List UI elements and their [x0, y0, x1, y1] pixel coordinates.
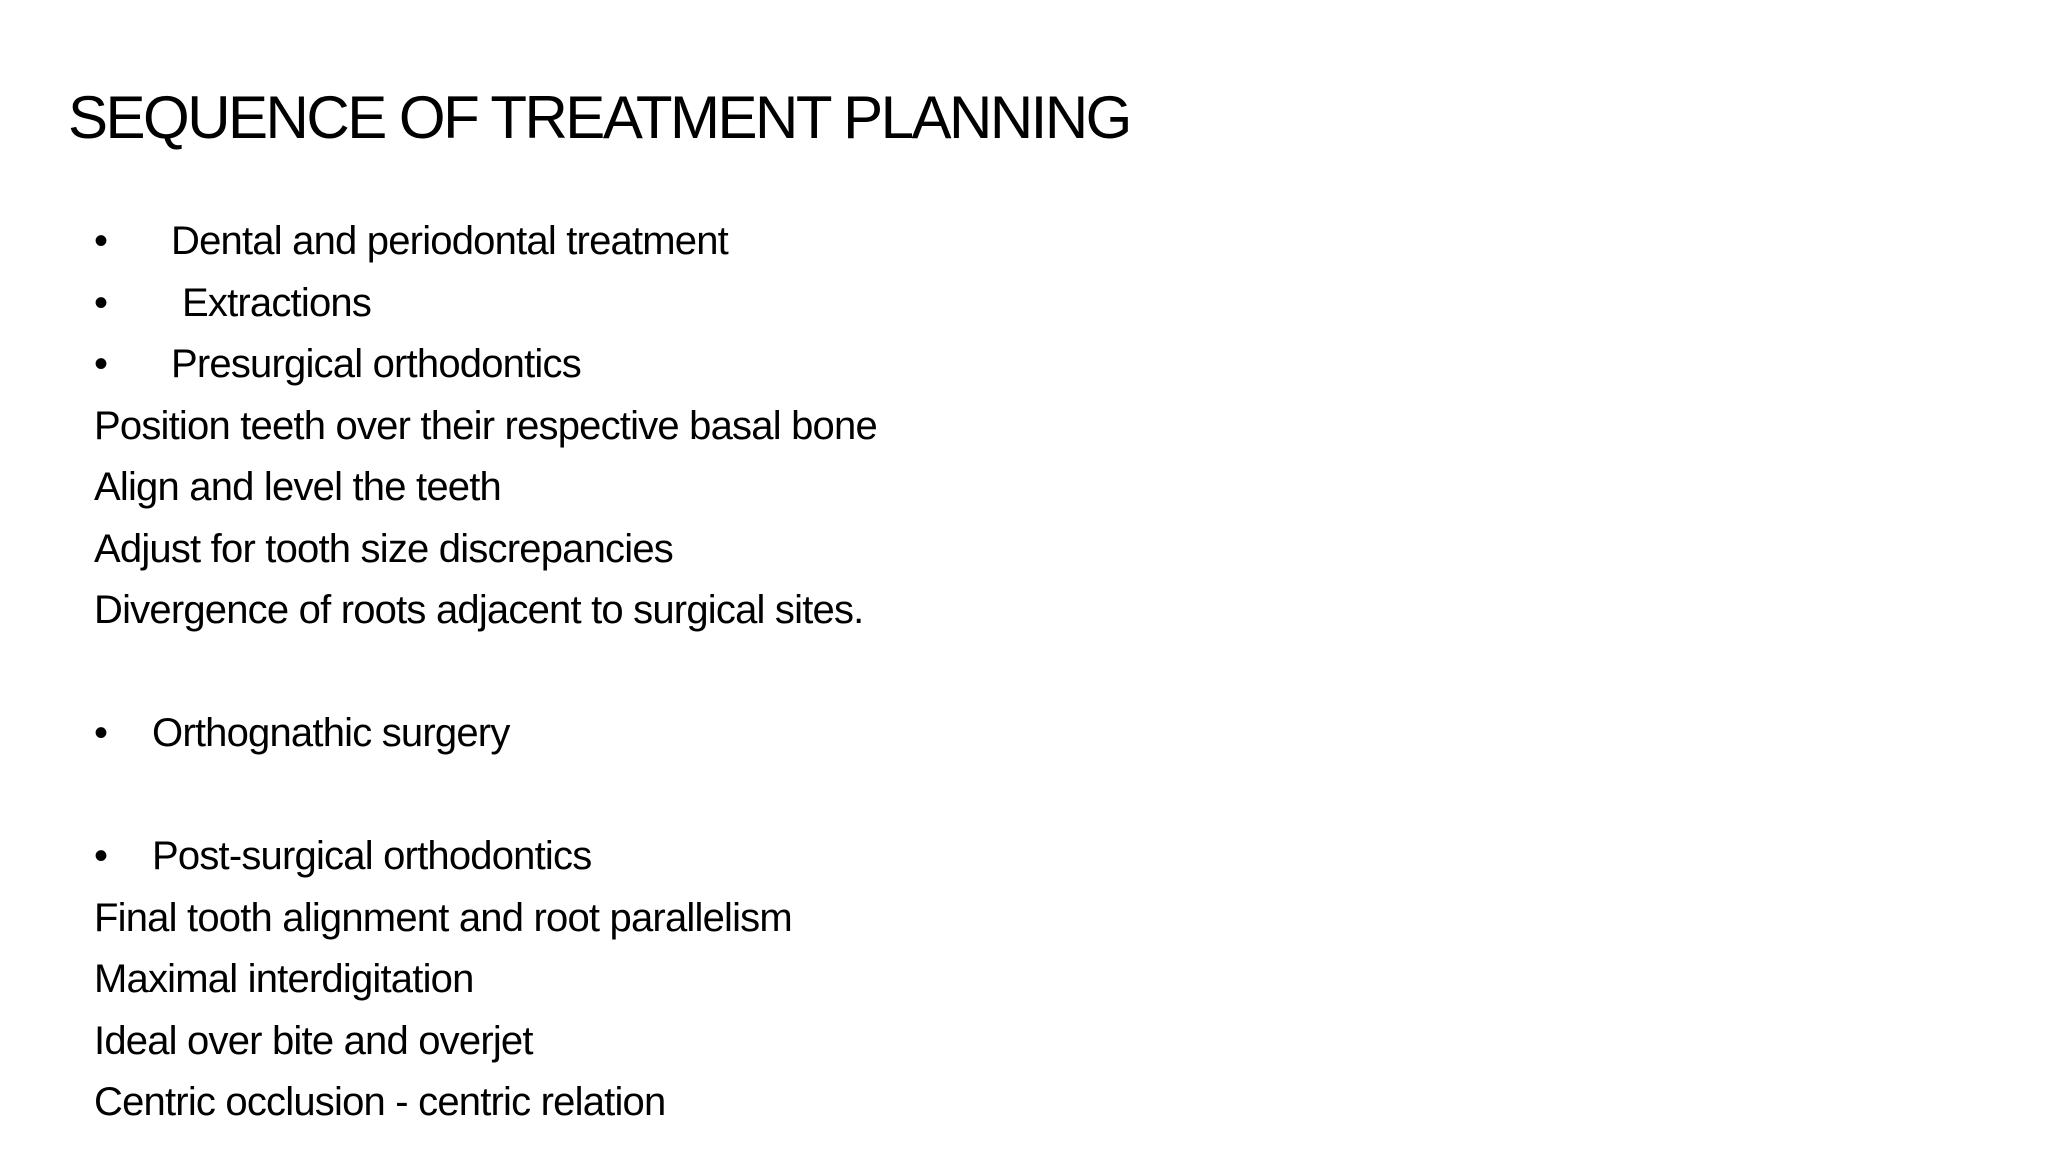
bullet-glyph: •	[94, 280, 108, 325]
bullet-item	[94, 703, 1794, 765]
bullet-item-text: Presurgical orthodontics	[171, 342, 581, 386]
blank-line	[94, 642, 1794, 704]
body-line: Maximal interdigitation	[94, 957, 474, 1001]
slide-body	[94, 211, 1794, 1134]
slide-title: SEQUENCE OF TREATMENT PLANNING	[68, 84, 1130, 151]
body-line: Final tooth alignment and root parallelism	[94, 895, 792, 940]
bullet-glyph: •	[94, 342, 108, 386]
bullet-item-text: Orthognathic surgery	[152, 711, 510, 755]
bullet-item	[94, 334, 1794, 396]
bullet-item	[94, 826, 1794, 888]
bullet-item	[94, 273, 1794, 335]
bullet-item-text: Dental and periodontal treatment	[171, 219, 728, 263]
bullet-glyph: •	[94, 834, 108, 878]
bullet-item	[94, 211, 1794, 273]
body-line: Position teeth over their respective basal bone	[94, 403, 877, 448]
bullet-item-text: Extractions	[182, 280, 372, 325]
body-line: Divergence of roots adjacent to surgical sites.	[94, 588, 864, 632]
bullet-glyph: •	[94, 219, 108, 263]
bullet-item-text: Post-surgical orthodontics	[152, 834, 592, 878]
body-line: Adjust for tooth size discrepancies	[94, 526, 673, 571]
body-line: Centric occlusion - centric relation	[94, 1080, 666, 1124]
body-line: Align and level the teeth	[94, 465, 501, 509]
body-line: Ideal over bite and overjet	[94, 1018, 533, 1063]
bullet-glyph: •	[94, 711, 108, 755]
blank-line	[94, 765, 1794, 827]
